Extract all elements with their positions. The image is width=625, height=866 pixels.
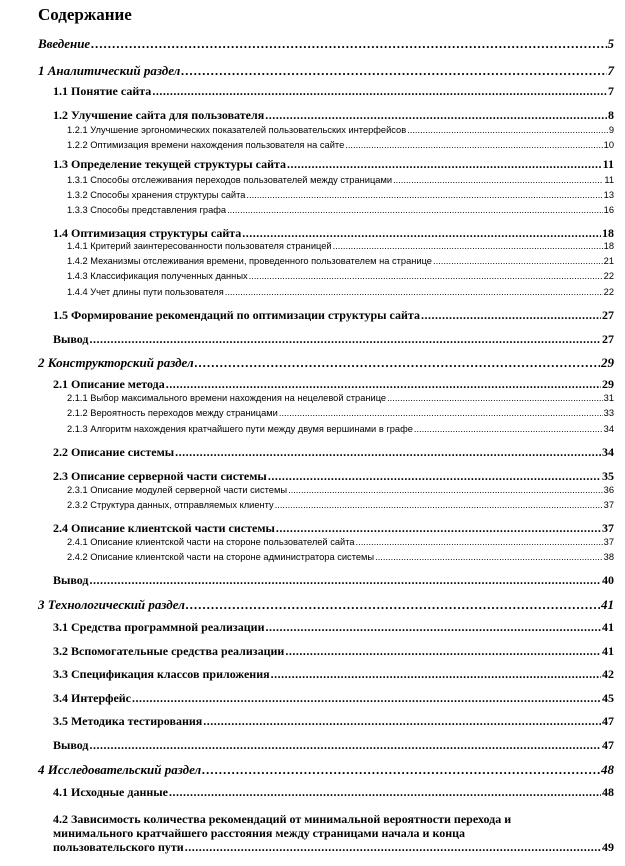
toc-entry-label: 1 Аналитический раздел [38, 63, 181, 78]
toc-page-number: 48 [601, 762, 614, 777]
leader-dots [132, 691, 601, 706]
toc-entry[interactable] [67, 485, 614, 495]
toc-entry-label: 1.4.3 Классификация полученных данных [67, 271, 248, 281]
toc-entry[interactable] [53, 521, 614, 536]
toc-page-number: 22 [603, 287, 614, 297]
toc-page-number: 22 [603, 271, 614, 281]
toc-entry-multiline[interactable] [53, 812, 614, 854]
leader-dots [268, 469, 601, 484]
toc-entry-label: Вывод [53, 332, 89, 346]
leader-dots [288, 485, 603, 495]
toc-page-number: 7 [607, 63, 614, 78]
leader-dots [433, 256, 603, 266]
toc-entry-label: Введение [38, 36, 91, 51]
toc-page-number: 9 [608, 125, 614, 135]
toc-entry-label: 1.3.1 Способы отслеживания переходов пользователей между страницами [67, 175, 393, 185]
toc-entry[interactable] [53, 108, 614, 123]
toc-page-number: 8 [608, 108, 614, 122]
toc-entry-label: 2.1.1 Выбор максимального времени нахождения на нецелевой странице [67, 393, 387, 403]
toc-entry-label: 3.5 Методика тестирования [53, 714, 203, 728]
toc-page-number: 45 [602, 691, 614, 705]
toc-entry-label: 1.4.1 Критерий заинтересованности пользователя страницей [67, 241, 332, 251]
toc-entry-label: 1.1 Понятие сайта [53, 84, 152, 98]
toc-entry-label: 2.1 Описание метода [53, 377, 165, 391]
toc-entry-label: 3.4 Интерфейс [53, 691, 132, 705]
toc-entry[interactable] [53, 714, 614, 729]
toc-entry-label: 1.3.2 Способы хранения структуры сайта [67, 190, 246, 200]
toc-entry[interactable] [38, 597, 614, 613]
toc-entry[interactable] [38, 63, 614, 79]
toc-entry-label: 2.1.2 Вероятность переходов между страницами [67, 408, 278, 418]
toc-entry[interactable] [53, 226, 614, 241]
leader-dots [185, 840, 601, 854]
leader-dots [249, 271, 603, 281]
toc-page-number: 27 [602, 332, 614, 346]
toc-entry[interactable] [38, 762, 614, 778]
toc-entry-label: 2.3.1 Описание модулей серверной части системы [67, 485, 288, 495]
toc-page-number: 41 [601, 597, 614, 612]
leader-dots [166, 377, 601, 392]
toc-entry-label: минимального кратчайшего расстояния между страницами начала и конца [53, 826, 466, 840]
leader-dots [356, 537, 603, 547]
toc-entry-label: 1.2.1 Улучшение эргономических показателей пользовательских интерфейсов [67, 125, 407, 135]
toc-page-number: 21 [603, 256, 614, 266]
toc-entry[interactable] [53, 620, 614, 635]
toc-entry-label: 2.3.2 Структура данных, отправляемых клиенту [67, 500, 274, 510]
toc-page-number: 31 [603, 393, 614, 403]
leader-dots [265, 620, 601, 635]
toc-page-number: 35 [602, 469, 614, 483]
toc-title: Содержание [38, 5, 132, 24]
toc-entry-label: 2.4 Описание клиентской части системы [53, 521, 275, 535]
toc-entry-label: 1.5 Формирование рекомендаций по оптимизации структуры сайта [53, 308, 420, 322]
toc-entry[interactable] [38, 355, 614, 371]
toc-page-number: 11 [604, 175, 614, 185]
toc-entry[interactable] [53, 573, 614, 588]
leader-dots [90, 332, 602, 347]
toc-entry-label: Вывод [53, 738, 89, 752]
toc-page-number: 47 [602, 714, 614, 728]
toc-page-number: 41 [602, 620, 614, 634]
leader-dots [169, 785, 601, 800]
toc-entry-label: 2.3 Описание серверной части системы [53, 469, 267, 483]
leader-dots [414, 424, 603, 434]
toc-page-number: 10 [603, 140, 614, 150]
leader-dots [345, 140, 602, 150]
toc-page-number: 18 [603, 241, 614, 251]
toc-entry[interactable] [67, 190, 614, 200]
toc-entry-label: 1.4 Оптимизация структуры сайта [53, 226, 242, 240]
toc-page-number: 13 [603, 190, 614, 200]
toc-page-number: 34 [603, 424, 614, 434]
leader-dots [227, 205, 603, 215]
leader-dots [279, 408, 603, 418]
toc-entry[interactable] [67, 125, 614, 135]
toc-entry[interactable] [53, 691, 614, 706]
toc-entry-label: 2.1.3 Алгоритм нахождения кратчайшего пути между двумя вершинами в графе [67, 424, 413, 434]
toc-entry-label: 1.2 Улучшение сайта для пользователя [53, 108, 265, 122]
toc-entry-label: 2.4.1 Описание клиентской части на стороне пользователей сайта [67, 537, 355, 547]
toc-entry[interactable] [53, 157, 614, 172]
leader-dots [195, 355, 600, 371]
leader-dots [246, 190, 602, 200]
toc-entry[interactable] [67, 287, 614, 297]
leader-dots [225, 287, 603, 297]
toc-entry[interactable] [67, 175, 614, 185]
toc-entry[interactable] [38, 36, 614, 52]
toc-entry[interactable] [53, 785, 614, 800]
toc-page-number: 40 [602, 573, 614, 587]
toc-entry[interactable] [67, 256, 614, 266]
toc-page-number: 36 [603, 485, 614, 495]
toc-entry[interactable] [67, 552, 614, 562]
toc-entry-label: 2 Конструкторский раздел [38, 355, 194, 370]
leader-dots [90, 573, 602, 588]
toc-entry[interactable] [53, 738, 614, 753]
toc-entry-label: 1.4.2 Механизмы отслеживания времени, проведенного пользователем на странице [67, 256, 432, 266]
toc-entry-label: 1.4.4 Учет длины пути пользователя [67, 287, 224, 297]
toc-entry[interactable] [53, 445, 614, 460]
toc-entry[interactable] [53, 332, 614, 347]
leader-dots [393, 175, 603, 185]
toc-entry[interactable] [67, 205, 614, 215]
leader-dots [203, 714, 601, 729]
toc-page-number: 37 [603, 537, 614, 547]
toc-entry[interactable] [53, 308, 614, 323]
toc-entry[interactable] [53, 644, 614, 659]
toc-entry-label: 3.3 Спецификация классов приложения [53, 667, 270, 681]
toc-entry[interactable] [67, 393, 614, 403]
toc-entry-label: 4.2 Зависимость количества рекомендаций от минимальной вероятности перехода и [53, 812, 512, 826]
leader-dots [421, 308, 601, 323]
toc-entry[interactable] [67, 140, 614, 150]
toc-entry[interactable] [67, 271, 614, 281]
toc-page-number: 41 [602, 644, 614, 658]
toc-page-number: 7 [608, 84, 614, 98]
leader-dots [275, 500, 603, 510]
toc-page-number: 38 [603, 552, 614, 562]
leader-dots [407, 125, 608, 135]
leader-dots [387, 393, 603, 403]
toc-entry-label: 4.1 Исходные данные [53, 785, 168, 799]
toc-entry-label: 3 Технологический раздел [38, 597, 185, 612]
toc-page-number: 29 [602, 377, 614, 391]
leader-dots [276, 521, 601, 536]
leader-dots [375, 552, 603, 562]
leader-dots [175, 445, 601, 460]
toc-page-number: 33 [603, 408, 614, 418]
toc-entry-label: 2.2 Описание системы [53, 445, 175, 459]
toc-page-number: 37 [603, 500, 614, 510]
leader-dots [285, 644, 601, 659]
leader-dots [265, 108, 607, 123]
toc-entry-label: Вывод [53, 573, 89, 587]
toc-entry[interactable] [53, 667, 614, 682]
toc-entry-label: 3.2 Вспомогательные средства реализации [53, 644, 285, 658]
toc-entry-label: 4 Исследовательский раздел [38, 762, 202, 777]
leader-dots [186, 597, 600, 613]
toc-page-number: 11 [602, 157, 614, 171]
leader-dots [333, 241, 603, 251]
leader-dots [287, 157, 602, 172]
toc-entry[interactable] [53, 84, 614, 99]
leader-dots [271, 667, 601, 682]
toc-entry-label: 2.4.2 Описание клиентской части на стороне администратора системы [67, 552, 375, 562]
toc-page-number: 47 [602, 738, 614, 752]
leader-dots [90, 738, 602, 753]
toc-page-number: 29 [601, 355, 614, 370]
toc-page-number: 42 [602, 667, 614, 681]
toc-entry[interactable] [67, 537, 614, 547]
toc-page-number: 34 [602, 445, 614, 459]
toc-page-number: 5 [607, 36, 614, 51]
toc-page-number: 37 [602, 521, 614, 535]
toc-page-number: 49 [602, 840, 614, 854]
toc-entry-label: 3.1 Средства программной реализации [53, 620, 265, 634]
toc-entry[interactable] [53, 469, 614, 484]
leader-dots [202, 762, 600, 778]
toc-entry-label: 1.2.2 Оптимизация времени нахождения пользователя на сайте [67, 140, 345, 150]
toc-entry-label: 1.3.3 Способы представления графа [67, 205, 227, 215]
toc-page-number: 16 [603, 205, 614, 215]
toc-entry-label: пользовательского пути [53, 840, 184, 854]
toc-entry[interactable] [67, 424, 614, 434]
toc-page-number: 27 [602, 308, 614, 322]
toc-entry[interactable] [67, 241, 614, 251]
leader-dots [242, 226, 601, 241]
leader-dots [152, 84, 607, 99]
leader-dots [91, 36, 606, 52]
toc-entry[interactable] [67, 500, 614, 510]
toc-entry[interactable] [53, 377, 614, 392]
leader-dots [181, 63, 606, 79]
toc-page-number: 48 [602, 785, 614, 799]
toc-entry[interactable] [67, 408, 614, 418]
toc-entry-label: 1.3 Определение текущей структуры сайта [53, 157, 287, 171]
toc-page-number: 18 [602, 226, 614, 240]
